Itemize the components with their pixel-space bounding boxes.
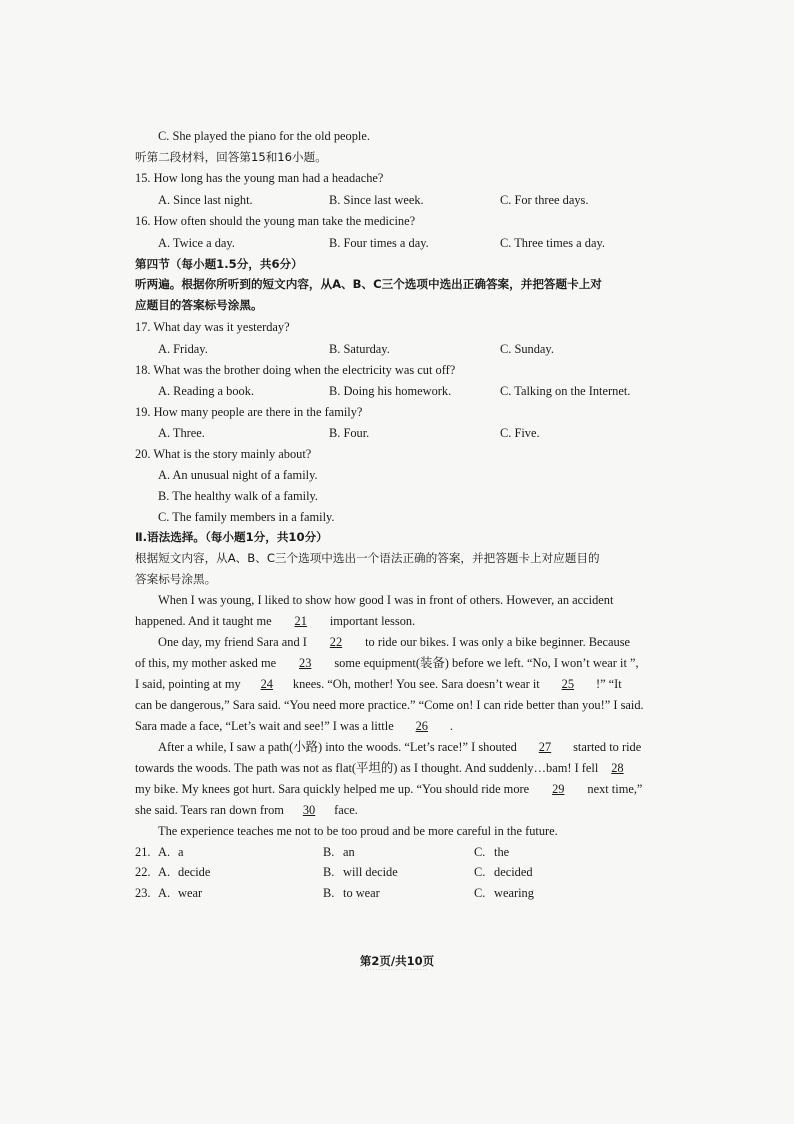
q21-option-c — [474, 844, 509, 860]
text-run: she said. Tears ran down from — [135, 803, 284, 817]
text-run: knees. “Oh, mother! You see. Sara doesn’t wear it — [292, 677, 540, 691]
text-run: happened. And it taught me — [135, 614, 272, 628]
blank-24: 24 — [260, 677, 273, 691]
passage-p1-line1: When I was young, I liked to show how good I was in front of others. However, an accident — [158, 593, 614, 607]
text-run: Sara made a face, “Let’s wait and see!” I was a little — [135, 719, 394, 733]
blank-23: 23 — [299, 656, 312, 670]
text-run: One day, my friend Sara and I — [158, 635, 307, 649]
text-run: important lesson. — [329, 614, 416, 628]
passage-p2-line5 — [135, 718, 453, 734]
q17-stem: 17. What day was it yesterday? — [135, 320, 290, 334]
q17-option-b: B. Saturday. — [329, 342, 390, 356]
option-letter: A. — [158, 865, 171, 879]
option-letter: A. — [158, 845, 171, 859]
grammar-instruction-line1: 根据短文内容，从A、B、C三个选项中选出一个语法正确的答案，并把答题卡上对应题目的 — [135, 551, 600, 565]
q15-option-b: B. Since last week. — [329, 193, 424, 207]
q23-number: 23. — [135, 886, 151, 900]
q16-option-c: C. Three times a day. — [500, 236, 605, 250]
option-text: a — [178, 845, 184, 859]
q20-stem: 20. What is the story mainly about? — [135, 447, 312, 461]
footer-fine-print: · · · · · · · · · · · · · · · · · · · · · — [367, 968, 427, 973]
passage-p3-line3 — [135, 781, 642, 797]
q15-option-c: C. For three days. — [500, 193, 589, 207]
blank-26: 26 — [415, 719, 428, 733]
q16-option-b: B. Four times a day. — [329, 236, 429, 250]
option-letter: B. — [323, 845, 335, 859]
option-letter: C. — [474, 886, 486, 900]
option-letter: B. — [323, 886, 335, 900]
text-run: to ride our bikes. I was only a bike beginner. Because — [365, 635, 631, 649]
text-run: After a while, I saw a path(小路) into the woods. “Let’s race!” I shouted — [158, 740, 517, 754]
q22-option-b — [323, 864, 398, 880]
passage-p2-line4: can be dangerous,” Sara said. “You need more practice.” “Come on! I can ride better than you!” I said. — [135, 698, 644, 712]
text-run: started to ride — [573, 740, 642, 754]
text-run: !” “It — [595, 677, 622, 691]
q22-option-c — [474, 864, 533, 880]
passage-p2-line2 — [135, 655, 639, 671]
q19-option-a: A. Three. — [158, 426, 205, 440]
text-run: I said, pointing at my — [135, 677, 241, 691]
q20-option-c: C. The family members in a family. — [158, 510, 335, 524]
blank-30: 30 — [302, 803, 316, 817]
option-text: wear — [178, 886, 203, 900]
q23-option-a — [158, 885, 202, 901]
q18-option-a: A. Reading a book. — [158, 384, 255, 398]
option-letter: C. — [474, 845, 486, 859]
q18-option-b: B. Doing his homework. — [329, 384, 452, 398]
passage-p3-line4 — [135, 802, 358, 818]
q16-option-a: A. Twice a day. — [158, 236, 235, 250]
text-run: my bike. My knees got hurt. Sara quickly helped me up. “You should ride more — [135, 782, 530, 796]
part4-instruction-line2: 应题目的答案标号涂黑。 — [135, 298, 263, 312]
option-text: decided — [494, 865, 533, 879]
q23-option-c — [474, 885, 534, 901]
option-text: to wear — [343, 886, 380, 900]
q16-stem: 16. How often should the young man take the medicine? — [135, 214, 416, 228]
section2-instruction: 听第二段材料，回答第15和16小题。 — [135, 150, 327, 164]
option-letter: C. — [474, 865, 486, 879]
part4-title: 第四节（每小题1.5分，共6分） — [135, 257, 303, 271]
q19-stem: 19. How many people are there in the family? — [135, 405, 363, 419]
text-run: face. — [334, 803, 358, 817]
passage-p2-line3 — [135, 676, 622, 692]
passage-p4: The experience teaches me not to be too proud and be more careful in the future. — [158, 824, 558, 838]
q20-option-b: B. The healthy walk of a family. — [158, 489, 319, 503]
option-text: decide — [178, 865, 211, 879]
q19-option-c: C. Five. — [500, 426, 540, 440]
q18-stem: 18. What was the brother doing when the electricity was cut off? — [135, 363, 456, 377]
q17-option-a: A. Friday. — [158, 342, 208, 356]
grammar-title: Ⅱ.语法选择。（每小题1分，共10分） — [135, 530, 328, 544]
q21-option-a — [158, 844, 184, 860]
passage-p3-line1 — [158, 739, 641, 755]
blank-25: 25 — [561, 677, 575, 691]
q14-option-c: C. She played the piano for the old people. — [158, 129, 370, 143]
q17-option-c: C. Sunday. — [500, 342, 554, 356]
text-run: some equipment(装备) before we left. “No, I won’t wear it ”, — [334, 656, 639, 670]
option-text: an — [343, 845, 355, 859]
q15-stem: 15. How long has the young man had a headache? — [135, 171, 384, 185]
passage-p2-line1 — [158, 634, 630, 650]
option-text: wearing — [494, 886, 534, 900]
blank-28: 28 — [611, 761, 624, 775]
blank-21: 21 — [294, 614, 307, 628]
q19-option-b: B. Four. — [329, 426, 370, 440]
text-run: towards the woods. The path was not as flat(平坦的) as I thought. And suddenly…bam! I fell — [135, 761, 599, 775]
q21-option-b — [323, 844, 355, 860]
passage-p1-line2 — [135, 613, 415, 629]
blank-22: 22 — [329, 635, 343, 649]
q22-number: 22. — [135, 865, 151, 879]
text-run: next time,” — [587, 782, 643, 796]
grammar-instruction-line2: 答案标号涂黑。 — [135, 572, 217, 586]
text-run: of this, my mother asked me — [135, 656, 277, 670]
text-run: . — [449, 719, 454, 733]
option-letter: B. — [323, 865, 335, 879]
q22-option-a — [158, 864, 210, 880]
page-number: 第2页/共10页 — [359, 954, 435, 968]
q20-option-a: A. An unusual night of a family. — [158, 468, 318, 482]
blank-29: 29 — [552, 782, 565, 796]
part4-instruction-line1: 听两遍。根据你所听到的短文内容，从A、B、C三个选项中选出正确答案，并把答题卡上对 — [135, 277, 602, 291]
passage-p3-line2 — [135, 760, 633, 776]
q18-option-c: C. Talking on the Internet. — [500, 384, 631, 398]
q21-number: 21. — [135, 845, 151, 859]
q23-option-b — [323, 885, 380, 901]
option-text: the — [494, 845, 510, 859]
q15-option-a: A. Since last night. — [158, 193, 253, 207]
option-text: will decide — [343, 865, 398, 879]
option-letter: A. — [158, 886, 171, 900]
blank-27: 27 — [538, 740, 552, 754]
